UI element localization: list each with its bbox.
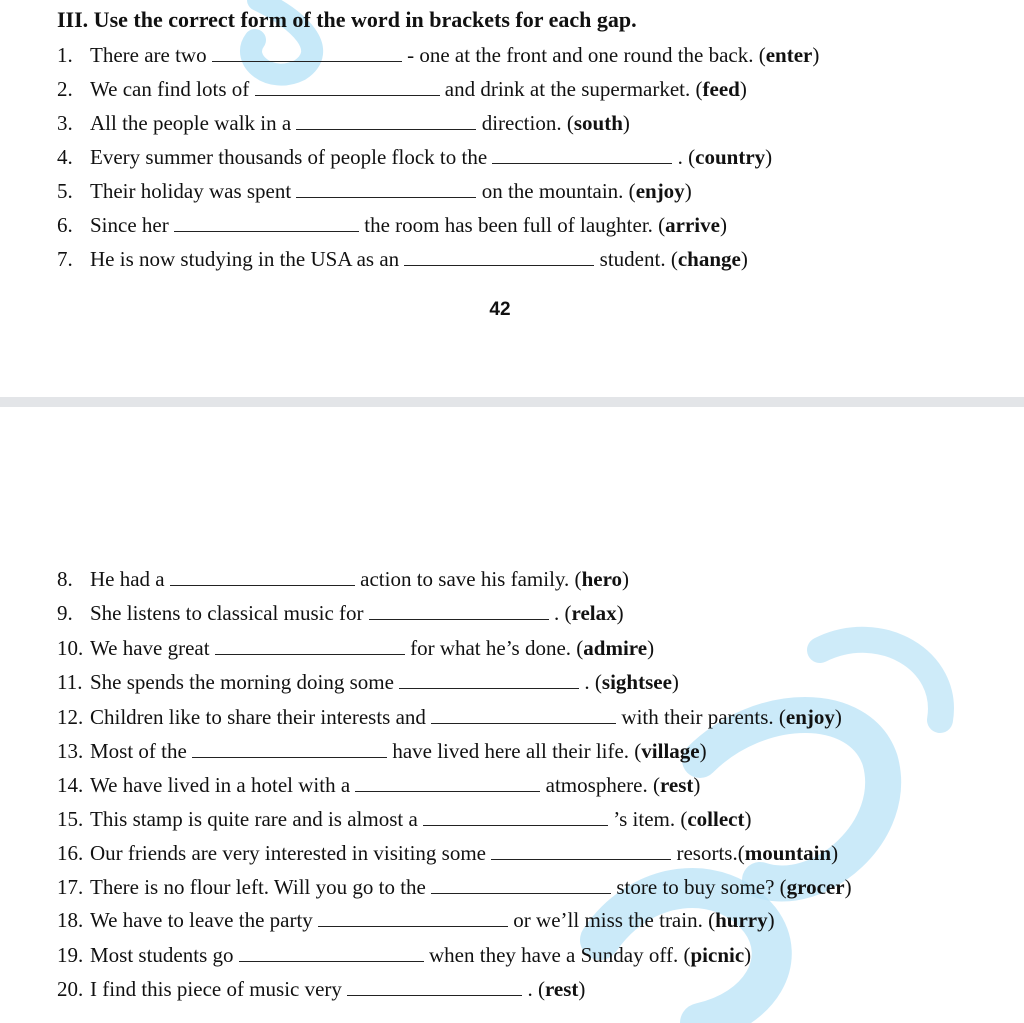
page-number: 42 xyxy=(489,299,511,320)
closing-bracket: ) xyxy=(765,145,773,169)
closing-bracket: ) xyxy=(622,111,630,135)
answer-blank[interactable] xyxy=(431,705,616,724)
sentence-before-gap: Our friends are very interested in visiting some xyxy=(90,841,486,865)
sentence-before-gap: Since her xyxy=(90,213,169,237)
sentence-before-gap: She listens to classical music for xyxy=(90,601,364,625)
item-number: 4. xyxy=(57,145,73,169)
answer-blank[interactable] xyxy=(423,807,608,826)
closing-bracket: ) xyxy=(812,43,820,67)
page-divider xyxy=(0,397,1024,407)
item-sentence xyxy=(90,108,630,138)
closing-bracket: ) xyxy=(616,601,624,625)
base-word: mountain xyxy=(744,841,832,865)
sentence-before-gap: He had a xyxy=(90,567,165,591)
item-sentence xyxy=(90,770,700,800)
item-sentence xyxy=(90,905,775,935)
sentence-after-gap: the room has been full of laughter. ( xyxy=(364,213,666,237)
answer-blank[interactable] xyxy=(491,841,671,860)
answer-blank[interactable] xyxy=(399,670,579,689)
answer-blank[interactable] xyxy=(170,567,355,586)
base-word: enter xyxy=(765,43,813,67)
answer-blank[interactable] xyxy=(212,43,402,62)
answer-blank[interactable] xyxy=(318,908,508,927)
closing-bracket: ) xyxy=(744,807,752,831)
base-word: hero xyxy=(581,567,623,591)
item-number: 17. xyxy=(57,875,84,899)
answer-blank[interactable] xyxy=(431,875,611,894)
closing-bracket: ) xyxy=(834,705,842,729)
closing-bracket: ) xyxy=(844,875,852,899)
sentence-after-gap: ’s item. ( xyxy=(613,807,688,831)
sentence-before-gap: We have to leave the party xyxy=(90,908,313,932)
sentence-after-gap: with their parents. ( xyxy=(621,705,786,729)
item-number: 2. xyxy=(57,77,73,101)
item-number: 1. xyxy=(57,43,73,67)
item-number: 9. xyxy=(57,601,73,625)
item-sentence xyxy=(90,838,838,868)
sentence-after-gap: student. ( xyxy=(599,247,678,271)
item-sentence xyxy=(90,210,727,240)
base-word: rest xyxy=(659,773,694,797)
sentence-before-gap: She spends the morning doing some xyxy=(90,670,394,694)
closing-bracket: ) xyxy=(578,977,586,1001)
sentence-before-gap: We can find lots of xyxy=(90,77,250,101)
sentence-after-gap: on the mountain. ( xyxy=(481,179,636,203)
sentence-after-gap: resorts.( xyxy=(676,841,745,865)
base-word: sightsee xyxy=(601,670,672,694)
answer-blank[interactable] xyxy=(192,739,387,758)
closing-bracket: ) xyxy=(767,908,775,932)
sentence-before-gap: We have great xyxy=(90,636,210,660)
answer-blank[interactable] xyxy=(404,247,594,266)
item-sentence xyxy=(90,564,629,594)
closing-bracket: ) xyxy=(831,841,839,865)
answer-blank[interactable] xyxy=(369,601,549,620)
base-word: change xyxy=(677,247,741,271)
base-word: arrive xyxy=(665,213,720,237)
sentence-before-gap: Every summer thousands of people flock to the xyxy=(90,145,488,169)
base-word: picnic xyxy=(690,943,745,967)
item-number: 20. xyxy=(57,977,84,1001)
closing-bracket: ) xyxy=(719,213,727,237)
item-number: 5. xyxy=(57,179,73,203)
item-sentence xyxy=(90,598,624,628)
item-sentence xyxy=(90,702,842,732)
base-word: feed xyxy=(702,77,740,101)
item-sentence xyxy=(90,940,751,970)
exercise-heading: III. Use the correct form of the word in brackets for each gap. xyxy=(57,7,637,32)
sentence-after-gap: direction. ( xyxy=(481,111,574,135)
sentence-before-gap: There are two xyxy=(90,43,207,67)
base-word: grocer xyxy=(786,875,845,899)
sentence-before-gap: This stamp is quite rare and is almost a xyxy=(90,807,418,831)
closing-bracket: ) xyxy=(740,247,748,271)
item-number: 11. xyxy=(57,670,83,694)
answer-blank[interactable] xyxy=(355,773,540,792)
base-word: village xyxy=(641,739,700,763)
closing-bracket: ) xyxy=(739,77,747,101)
closing-bracket: ) xyxy=(647,636,655,660)
item-number: 18. xyxy=(57,908,84,932)
item-number: 8. xyxy=(57,567,73,591)
item-sentence xyxy=(90,40,819,70)
answer-blank[interactable] xyxy=(347,977,522,996)
sentence-before-gap: I find this piece of music very xyxy=(90,977,342,1001)
sentence-after-gap: atmosphere. ( xyxy=(545,773,660,797)
sentence-after-gap: or we’ll miss the train. ( xyxy=(513,908,716,932)
base-word: relax xyxy=(571,601,617,625)
closing-bracket: ) xyxy=(671,670,679,694)
answer-blank[interactable] xyxy=(255,77,440,96)
sentence-after-gap: when they have a Sunday off. ( xyxy=(429,943,691,967)
closing-bracket: ) xyxy=(699,739,707,763)
sentence-after-gap: . ( xyxy=(584,670,602,694)
sentence-after-gap: for what he’s done. ( xyxy=(410,636,584,660)
item-sentence xyxy=(90,736,707,766)
closing-bracket: ) xyxy=(693,773,701,797)
answer-blank[interactable] xyxy=(239,943,424,962)
sentence-before-gap: All the people walk in a xyxy=(90,111,292,135)
base-word: admire xyxy=(583,636,648,660)
sentence-before-gap: Their holiday was spent xyxy=(90,179,292,203)
item-number: 3. xyxy=(57,111,73,135)
item-number: 14. xyxy=(57,773,84,797)
item-number: 13. xyxy=(57,739,84,763)
sentence-after-gap: and drink at the supermarket. ( xyxy=(444,77,703,101)
sentence-after-gap: . ( xyxy=(677,145,696,169)
item-sentence xyxy=(90,872,852,902)
answer-blank[interactable] xyxy=(296,111,476,130)
sentence-before-gap: We have lived in a hotel with a xyxy=(90,773,351,797)
item-sentence xyxy=(90,667,679,697)
item-number: 10. xyxy=(57,636,84,660)
base-word: enjoy xyxy=(635,179,685,203)
base-word: south xyxy=(573,111,623,135)
base-word: rest xyxy=(544,977,579,1001)
item-sentence xyxy=(90,244,748,274)
sentence-before-gap: Children like to share their interests and xyxy=(90,705,426,729)
sentence-after-gap: - one at the front and one round the back. ( xyxy=(407,43,766,67)
base-word: enjoy xyxy=(785,705,835,729)
base-word: collect xyxy=(687,807,745,831)
sentence-after-gap: store to buy some? ( xyxy=(616,875,787,899)
item-sentence xyxy=(90,804,751,834)
sentence-before-gap: Most of the xyxy=(90,739,187,763)
item-number: 7. xyxy=(57,247,73,271)
item-number: 12. xyxy=(57,705,84,729)
sentence-before-gap: He is now studying in the USA as an xyxy=(90,247,400,271)
answer-blank[interactable] xyxy=(492,145,672,164)
sentence-after-gap: have lived here all their life. ( xyxy=(392,739,642,763)
sentence-after-gap: . ( xyxy=(554,601,572,625)
closing-bracket: ) xyxy=(744,943,752,967)
answer-blank[interactable] xyxy=(174,213,359,232)
sentence-before-gap: There is no flour left. Will you go to the xyxy=(90,875,426,899)
sentence-after-gap: . ( xyxy=(527,977,545,1001)
answer-blank[interactable] xyxy=(296,179,476,198)
base-word: country xyxy=(695,145,766,169)
item-number: 6. xyxy=(57,213,73,237)
answer-blank[interactable] xyxy=(215,636,405,655)
base-word: hurry xyxy=(715,908,768,932)
item-sentence xyxy=(90,176,692,206)
item-number: 15. xyxy=(57,807,84,831)
closing-bracket: ) xyxy=(684,179,692,203)
item-sentence xyxy=(90,74,747,104)
item-sentence xyxy=(90,142,772,172)
item-sentence xyxy=(90,633,654,663)
item-number: 16. xyxy=(57,841,84,865)
closing-bracket: ) xyxy=(622,567,630,591)
item-sentence xyxy=(90,974,585,1004)
sentence-before-gap: Most students go xyxy=(90,943,234,967)
item-number: 19. xyxy=(57,943,84,967)
sentence-after-gap: action to save his family. ( xyxy=(360,567,582,591)
